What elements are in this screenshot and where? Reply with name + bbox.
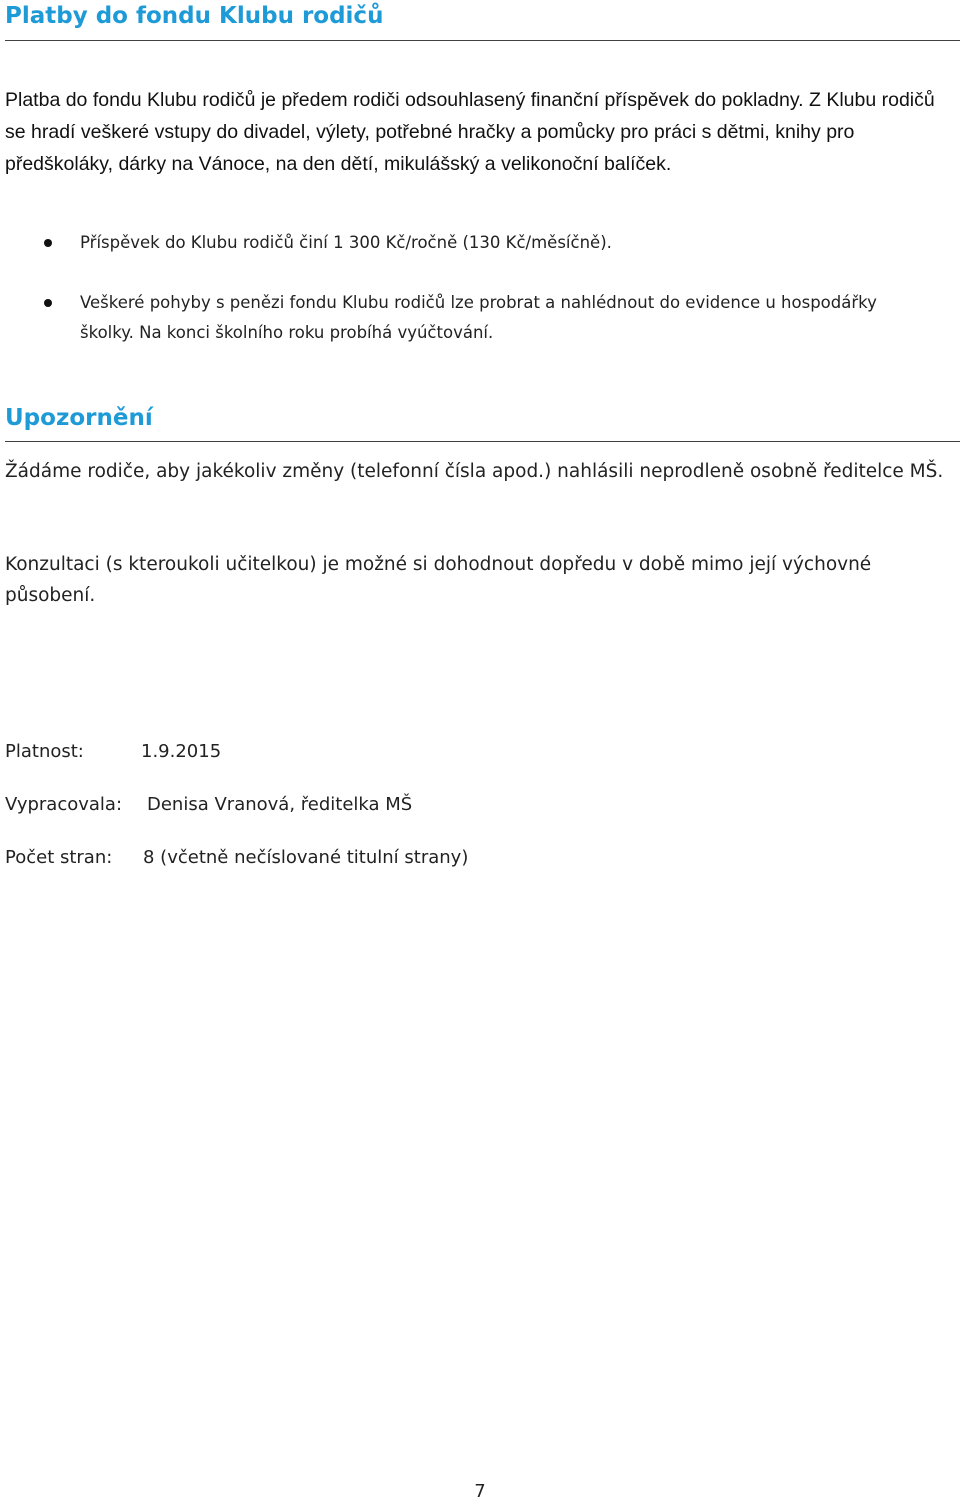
bullet-icon: [44, 299, 52, 307]
meta-author-label: Vypracovala:: [5, 794, 123, 815]
heading-divider: [5, 40, 960, 41]
notice-paragraph-consultation: Konzultaci (s kteroukoli učitelkou) je možné si dohodnout dopředu v době mimo její výchovné působení.: [5, 554, 872, 606]
notice-paragraph-changes: Žádáme rodiče, aby jakékoliv změny (telefonní čísla apod.) nahlásili neprodleně osobně ředitelce MŠ.: [5, 461, 944, 482]
meta-pages-value: 8 (včetně nečíslované titulní strany): [143, 847, 469, 868]
section-heading-parents-club-fees: Platby do fondu Klubu rodičů: [5, 3, 384, 29]
parents-club-description: Platba do fondu Klubu rodičů je předem rodiči odsouhlasený finanční příspěvek do pokladny. Z Klubu rodičů se hradí veškeré vstupy do divadel, výlety, potřebné hračky a pomůcky pro práci s dětmi, knihy pro předškoláky, dárky na Vánoce, na den dětí, mikulášský a velikonoční balíček.: [5, 89, 935, 175]
list-item-text: Veškeré pohyby s penězi fondu Klubu rodičů lze probrat a nahlédnout do evidence u hospodářky školky. Na konci školního roku probíhá vyúčtování.: [80, 293, 877, 342]
page-number: 7: [474, 1481, 486, 1502]
meta-validity-label: Platnost:: [5, 741, 84, 762]
list-item: [0, 228, 880, 258]
list-item-text: Příspěvek do Klubu rodičů činí 1 300 Kč/ročně (130 Kč/měsíčně).: [80, 233, 612, 252]
list-item: [0, 288, 880, 348]
section-heading-notice: Upozornění: [5, 405, 153, 431]
parents-club-bullet-list: [0, 228, 960, 348]
heading-divider: [5, 441, 960, 442]
meta-author-value: Denisa Vranová, ředitelka MŠ: [147, 794, 413, 815]
meta-pages-label: Počet stran:: [5, 847, 113, 868]
bullet-icon: [44, 239, 52, 247]
meta-validity-value: 1.9.2015: [141, 741, 222, 762]
